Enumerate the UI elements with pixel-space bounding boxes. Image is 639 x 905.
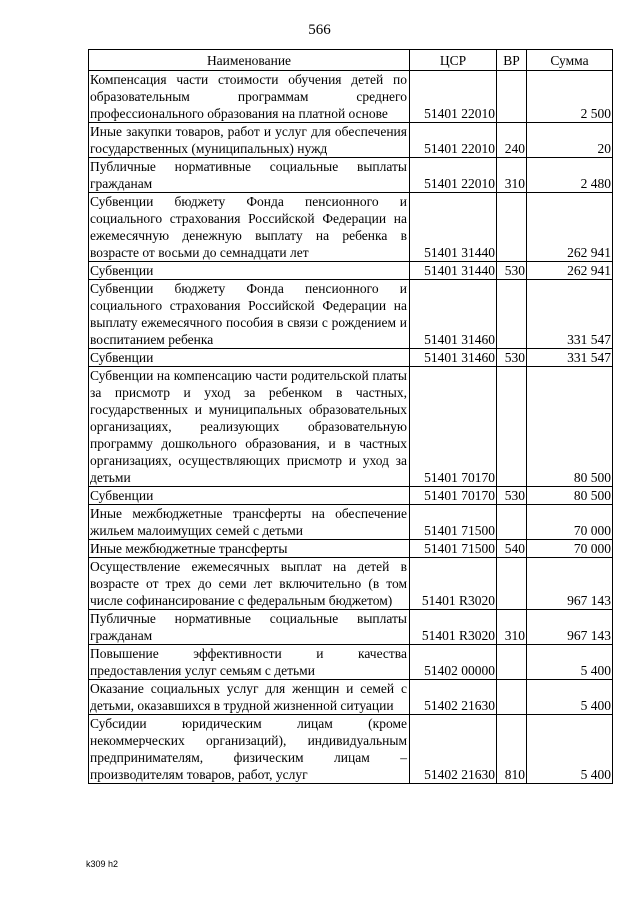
cell-sum: 80 500	[527, 367, 613, 487]
cell-vr	[497, 367, 527, 487]
cell-sum: 80 500	[527, 487, 613, 505]
cell-csr: 51401 71500	[410, 540, 497, 558]
cell-vr	[497, 280, 527, 349]
table-row	[89, 280, 613, 349]
cell-csr: 51402 00000	[410, 645, 497, 680]
cell-vr	[497, 71, 527, 123]
cell-sum: 70 000	[527, 540, 613, 558]
cell-name: Иные межбюджетные трансферты на обеспечение жильем малоимущих семей с детьми	[89, 505, 410, 540]
cell-sum: 5 400	[527, 680, 613, 715]
table-row	[89, 262, 613, 280]
table-row	[89, 123, 613, 158]
cell-name: Субвенции	[89, 262, 410, 280]
header-name: Наименование	[89, 50, 410, 71]
cell-csr: 51401 31460	[410, 349, 497, 367]
table-row	[89, 158, 613, 193]
table-row	[89, 610, 613, 645]
cell-vr	[497, 680, 527, 715]
cell-vr: 310	[497, 610, 527, 645]
table-row	[89, 193, 613, 262]
cell-csr: 51401 31440	[410, 262, 497, 280]
cell-vr: 530	[497, 487, 527, 505]
cell-name: Субсидии юридическим лицам (кроме некоммерческих организаций), индивидуальным предпринимателям, физическим лицам – производителям товаров, работ, услуг	[89, 715, 410, 784]
cell-sum: 2 480	[527, 158, 613, 193]
cell-csr: 51401 R3020	[410, 610, 497, 645]
table-row	[89, 487, 613, 505]
cell-csr: 51401 70170	[410, 487, 497, 505]
cell-name: Иные закупки товаров, работ и услуг для обеспечения государственных (муниципальных) нужд	[89, 123, 410, 158]
cell-sum: 967 143	[527, 610, 613, 645]
cell-name: Публичные нормативные социальные выплаты гражданам	[89, 610, 410, 645]
table-body	[89, 71, 613, 784]
cell-name: Повышение эффективности и качества предоставления услуг семьям с детьми	[89, 645, 410, 680]
cell-vr: 240	[497, 123, 527, 158]
cell-vr: 310	[497, 158, 527, 193]
cell-sum: 262 941	[527, 262, 613, 280]
cell-csr: 51402 21630	[410, 680, 497, 715]
cell-vr: 540	[497, 540, 527, 558]
cell-sum: 331 547	[527, 349, 613, 367]
cell-sum: 5 400	[527, 715, 613, 784]
cell-name: Субвенции бюджету Фонда пенсионного и социального страхования Российской Федерации на ежемесячную денежную выплату на ребенка в возрасте от восьми до семнадцати лет	[89, 193, 410, 262]
table-row	[89, 645, 613, 680]
cell-vr: 530	[497, 262, 527, 280]
footer-code: k309 h2	[86, 859, 119, 869]
budget-table-container	[88, 49, 613, 784]
cell-csr: 51401 22010	[410, 71, 497, 123]
cell-csr: 51401 71500	[410, 505, 497, 540]
cell-vr: 810	[497, 715, 527, 784]
cell-name: Публичные нормативные социальные выплаты гражданам	[89, 158, 410, 193]
cell-sum: 262 941	[527, 193, 613, 262]
cell-name: Субвенции бюджету Фонда пенсионного и социального страхования Российской Федерации на выплату ежемесячного пособия в связи с рождением и воспитанием ребенка	[89, 280, 410, 349]
cell-csr: 51401 22010	[410, 158, 497, 193]
cell-sum: 331 547	[527, 280, 613, 349]
table-row	[89, 540, 613, 558]
cell-sum: 2 500	[527, 71, 613, 123]
table-header-row	[89, 50, 613, 71]
cell-name: Субвенции	[89, 487, 410, 505]
cell-name: Компенсация части стоимости обучения детей по образовательным программам среднего профессионального образования на платной основе	[89, 71, 410, 123]
page-number: 566	[308, 22, 331, 38]
table-row	[89, 349, 613, 367]
table-row	[89, 505, 613, 540]
cell-csr: 51402 21630	[410, 715, 497, 784]
cell-csr: 51401 70170	[410, 367, 497, 487]
cell-vr: 530	[497, 349, 527, 367]
cell-csr: 51401 R3020	[410, 558, 497, 610]
cell-vr	[497, 193, 527, 262]
table-row	[89, 71, 613, 123]
cell-vr	[497, 505, 527, 540]
cell-sum: 5 400	[527, 645, 613, 680]
header-vr: ВР	[497, 50, 527, 71]
cell-name: Субвенции на компенсацию части родительской платы за присмотр и уход за ребенком в частных, государственных и муниципальных образовательных организациях, реализующих образовательную программу дошкольного образования, и в частных организациях, осуществляющих присмотр и уход за детьми	[89, 367, 410, 487]
cell-name: Осуществление ежемесячных выплат на детей в возрасте от трех до семи лет включительно (в том числе софинансирование с федеральным бюджетом)	[89, 558, 410, 610]
cell-csr: 51401 31460	[410, 280, 497, 349]
cell-vr	[497, 558, 527, 610]
header-csr: ЦСР	[410, 50, 497, 71]
budget-table	[88, 49, 613, 784]
table-row	[89, 367, 613, 487]
cell-name: Субвенции	[89, 349, 410, 367]
header-sum: Сумма	[527, 50, 613, 71]
cell-csr: 51401 31440	[410, 193, 497, 262]
table-row	[89, 715, 613, 784]
cell-sum: 70 000	[527, 505, 613, 540]
cell-sum: 967 143	[527, 558, 613, 610]
table-row	[89, 680, 613, 715]
cell-csr: 51401 22010	[410, 123, 497, 158]
cell-vr	[497, 645, 527, 680]
cell-name: Оказание социальных услуг для женщин и семей с детьми, оказавшихся в трудной жизненной ситуации	[89, 680, 410, 715]
cell-name: Иные межбюджетные трансферты	[89, 540, 410, 558]
table-row	[89, 558, 613, 610]
cell-sum: 20	[527, 123, 613, 158]
